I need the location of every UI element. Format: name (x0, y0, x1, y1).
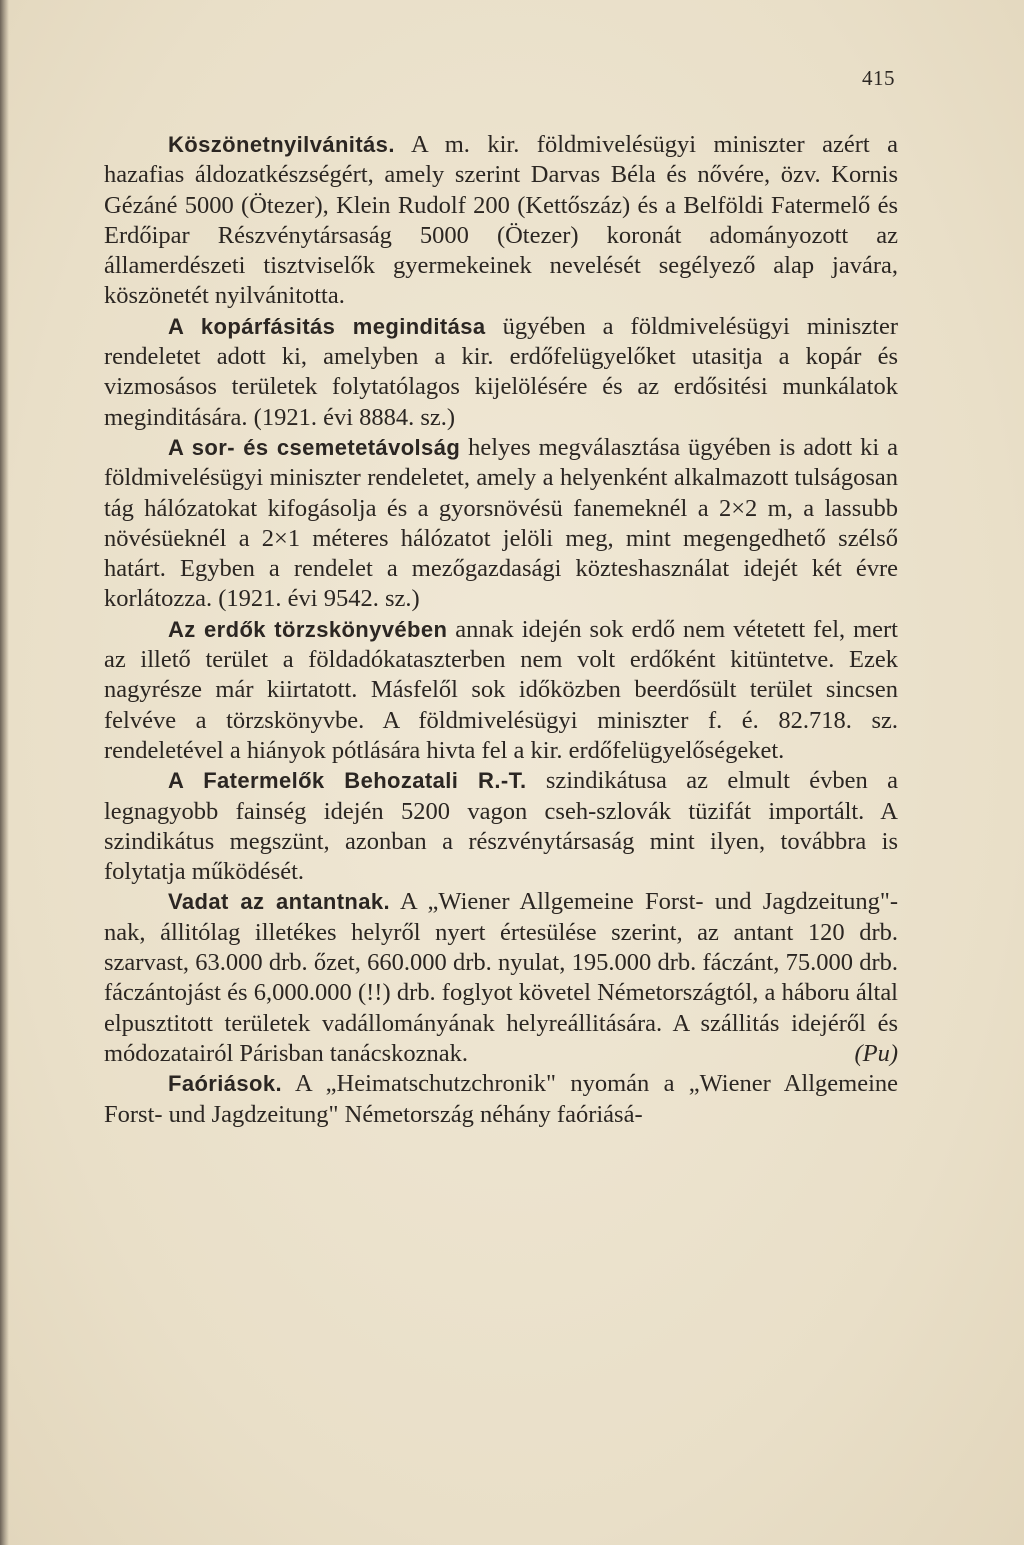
page-number: 415 (862, 66, 895, 90)
paragraph-body: A „Heimatschutzchronik" nyomán a „Wiener Allgemeine Forst- und Jagdzeitung" Németország néhány faóriásá- (104, 1070, 898, 1128)
paragraph-body: helyes megválasztása ügyében is adott ki a földmivelésügyi miniszter rendeletet, amely a helyenként alkalmazott tulságosan tág hálózatokat kifogásolja és a gyorsnövésü fanemeknél a 2×2 m, a lassubb növésüeknél a 2×1 méteres hálózatot jelöli meg, mint megengedhető szélső határt. Egyben a rendelet a mezőgazdasági közteshasználat idejét két évre korlátozza. (1921. évi 9542. sz.) (104, 433, 898, 613)
paragraph-body: A „Wiener Allgemeine Forst- und Jagdzeitung"-nak, állitólag illetékes helyről nyert értesülése szerint, az antant 120 drb. szarvast, 63.000 drb. őzet, 660.000 drb. nyulat, 195.000 drb. fáczánt, 75.000 drb. fáczántojást és 6,000.000 (!!) drb. foglyot követel Németországtól, a háboru által elpusztitott területek vadállományának helyreállitására. A szállitás idejéről és módozatairól Párisban tanácskoznak. (104, 888, 898, 1067)
page-left-edge (0, 0, 9, 1545)
paragraph-body: ügyében a földmivelésügyi miniszter rendeletet adott ki, amelyben a kir. erdőfelügyelőket utasitja a kopár és vizmosásos területek folytatólagos kijelölésére és az erdősitési munkálatok meginditására. (1921. évi 8884. sz.) (104, 312, 898, 431)
paragraph-vadat-az-antantnak (104, 887, 898, 1069)
paragraph-body: A m. kir. földmivelésügyi miniszter azért a hazafias áldozatkészségért, amely szerint Darvas Béla és nővére, özv. Kornis Gézáné 5000 (Ötezer), Klein Rudolf 200 (Kettőszáz) és a Belföldi Fatermelő és Erdőipar Részvénytársaság 5000 (Ötezer) koronát adományozott az államerdészeti tisztviselők gyermekeinek nevelését segélyező alap javára, köszönetét nyilvánitotta. (104, 131, 898, 310)
paragraph-koszonetnyilvanitas (104, 130, 898, 312)
paragraph-body: annak idején sok erdő nem vétetett fel, mert az illető terület a földadókataszterben nem volt erdőként kitüntetve. Ezek nagyrésze már kiirtatott. Másfelől sok időközben beerdősült terület sincsen felvéve a törzskönyvbe. A földmivelésügyi miniszter f. é. 82.718. sz. rendeletével a hiányok pótlására hivta fel a kir. erdőfelügyelőségeket. (104, 615, 898, 764)
paragraph-lead: Az erdők törzskönyvében (168, 616, 448, 642)
paragraph-sortavolsag (104, 433, 898, 615)
paragraph-lead: Vadat az antantnak. (168, 889, 391, 915)
paragraph-lead: Faóriások. (168, 1071, 283, 1097)
author-signature: (Pu) (854, 1039, 898, 1067)
article-text (104, 130, 898, 1130)
paragraph-body: szindikátusa az elmult évben a legnagyobb fainség idején 5200 vagon cseh-szlovák tüzifát importált. A szindikátus megszünt, azonban a részvénytársaság mint ilyen, továbbra is folytatja működését. (104, 767, 898, 886)
paragraph-lead: Köszönetnyilvánitás. (168, 132, 395, 157)
paragraph-koparfasitas (104, 312, 898, 433)
paragraph-torzskonyv (104, 615, 898, 766)
paragraph-lead: A Fatermelők Behozatali R.-T. (168, 768, 527, 794)
paragraph-lead: A kopárfásitás meginditása (168, 313, 486, 339)
paragraph-fatermelok (104, 766, 898, 887)
paragraph-faoriasok (104, 1069, 898, 1130)
paragraph-lead: A sor- és csemetetávolság (168, 434, 461, 460)
